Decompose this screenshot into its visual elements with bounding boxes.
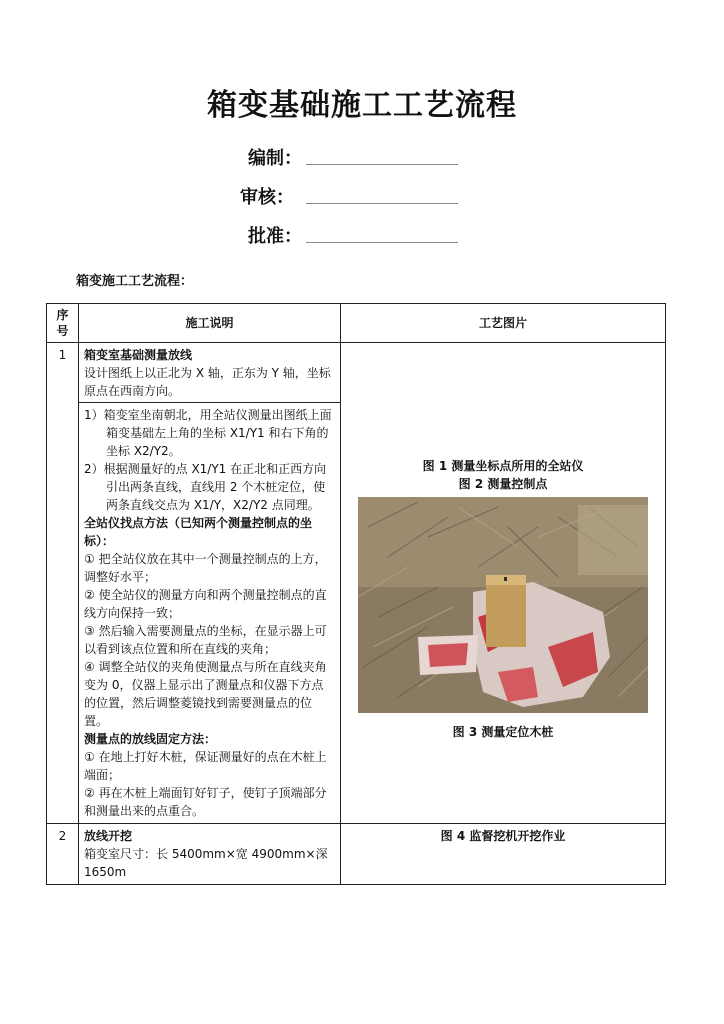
table-row: [47, 824, 666, 885]
sign-label-approved: 批准：: [248, 226, 302, 247]
fix-method-heading: 测量点的放线固定方法：: [84, 732, 217, 746]
header-index: 序号: [47, 304, 79, 343]
list-item: ③ 然后输入需要测量点的坐标，在显示器上可以看到该点位置和所在直线的夹角；: [84, 624, 327, 656]
sign-line-compiled: [306, 164, 458, 165]
figure-caption-1: 图 1 测量坐标点所用的全站仪: [422, 459, 584, 473]
list-item: ② 再在木桩上端面钉好钉子，使钉子顶端部分和测量出来的点重合。: [84, 786, 327, 818]
figure-caption-2: 图 2 测量控制点: [458, 477, 548, 491]
document-title: 箱变基础施工工艺流程: [207, 88, 517, 123]
row-index: 1: [47, 343, 79, 824]
sign-line-reviewed: [306, 203, 458, 204]
method-heading: 全站仪找点方法（已知两个测量控制点的坐标）：: [84, 516, 313, 548]
list-item: ① 把全站仪放在其中一个测量控制点的上方，调整好水平；: [84, 552, 327, 584]
list-item: ① 在地上打好木桩，保证测量好的点在木桩上端面；: [84, 750, 327, 782]
sign-line-approved: [306, 242, 458, 243]
row-description-intro: [79, 343, 341, 403]
row-index: 2: [47, 824, 79, 885]
figure-caption-3: 图 3 测量定位木桩: [452, 725, 554, 739]
row-heading: 箱变室基础测量放线: [84, 348, 193, 362]
row-image-cell: [341, 824, 666, 885]
header-image: 工艺图片: [341, 304, 666, 343]
list-item: ④ 调整全站仪的夹角使测量点与所在直线夹角变为 0，仪器上显示出了测量点和仪器下方点的位置，然后调整菱镜找到需要测量点的位置。: [84, 660, 327, 728]
row-text: 箱变室尺寸：长 5400mm×宽 4900mm×深 1650m: [84, 847, 328, 879]
row-heading: 放线开挖: [84, 829, 133, 843]
row-description-detail: [79, 403, 341, 824]
sign-label-compiled: 编制：: [248, 148, 302, 169]
list-item: ② 使全站仪的测量方向和两个测量控制点的直线方向保持一致；: [84, 588, 327, 620]
table-header-row: [47, 304, 666, 343]
list-item: 2）根据测量好的点 X1/Y1 在正北和正西方向引出两条直线，直线用 2 个木桩定位，使两条直线交点为 X1/Y，X2/Y2 点同理。: [84, 462, 327, 512]
survey-stake-photo-image: [358, 497, 648, 713]
row-intro-text: 设计图纸上以正北为 X 轴，正东为 Y 轴，坐标原点在西南方向。: [84, 366, 331, 398]
figure-caption-4: 图 4 监督挖机开挖作业: [440, 829, 566, 843]
list-item: 1）箱变室坐南朝北，用全站仪测量出图纸上面箱变基础左上角的坐标 X1/Y1 和右下角的坐标 X2/Y2。: [84, 408, 332, 458]
row-image-cell: [341, 343, 666, 824]
header-description: 施工说明: [79, 304, 341, 343]
process-table: [46, 303, 666, 885]
survey-stake-photo: [358, 497, 648, 713]
row-description: [79, 824, 341, 885]
sign-label-reviewed: 审核：: [240, 187, 294, 208]
section-heading: 箱变施工工艺流程：: [76, 274, 194, 289]
table-row: [47, 343, 666, 403]
